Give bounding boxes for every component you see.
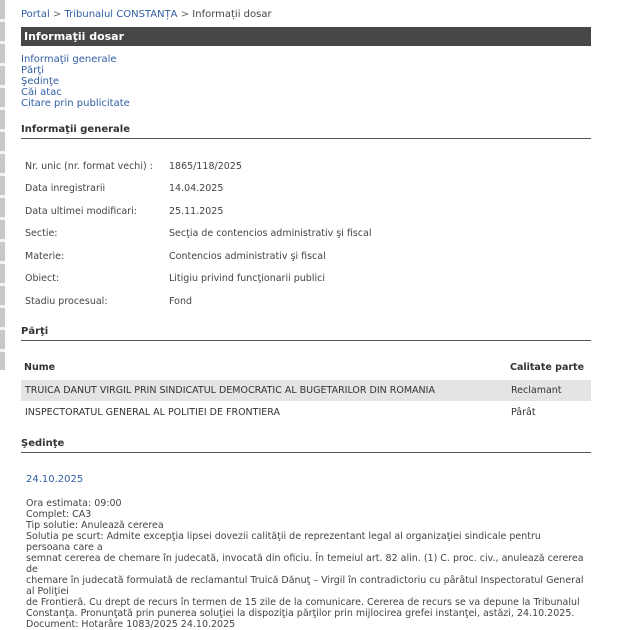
party-name: TRUICA DANUT VIRGIL PRIN SINDICATUL DEMOCRATIC AL BUGETARILOR DIN ROMANIA [25, 385, 435, 396]
info-label: Obiect: [25, 273, 60, 284]
left-decor-bar [0, 0, 5, 370]
link-citare-publicitate[interactable]: Citare prin publicitate [21, 98, 130, 109]
info-label: Nr. unic (nr. format vechi) : [25, 161, 153, 172]
info-value: 1865/118/2025 [169, 161, 242, 172]
info-value: Litigiu privind funcţionarii publici [169, 273, 325, 284]
party-name: INSPECTORATUL GENERAL AL POLITIEI DE FRONTIERA [25, 407, 280, 418]
section-links [21, 54, 130, 109]
breadcrumb-portal[interactable]: Portal [21, 9, 50, 20]
hearing-solution-line: Solutia pe scurt: Admite excepţia lipsei dovezii calităţii de reprezentant legal al organizaţiei sindicale pentru persoana care a [26, 531, 541, 553]
info-label: Data ultimei modificari: [25, 206, 137, 217]
hearing-panel: Complet: CA3 [26, 509, 92, 520]
party-role: Reclamant [511, 385, 562, 396]
breadcrumb [21, 9, 272, 20]
breadcrumb-sep: > [49, 9, 65, 20]
info-value: 25.11.2025 [169, 206, 224, 217]
info-label: Sectie: [25, 228, 58, 239]
hearing-solution-line: de Frontieră. Cu drept de recurs în termen de 15 zile de la comunicare. Cererea de recurs se va depune la Tribunalul [26, 597, 580, 608]
column-header-role: Calitate parte [510, 362, 585, 373]
link-parti[interactable]: Părţi [21, 65, 44, 76]
party-role: Pârât [511, 407, 536, 418]
page-title: Informaţii dosar [21, 27, 591, 46]
section-heading-parti: Părţi [21, 326, 591, 341]
hearing-solution-line: chemare în judecată formulată de reclamantul Truică Dănuţ – Virgil în contradictoriu cu pârâtul Inspectoratul General al Poliţiei [26, 575, 584, 597]
table-row [21, 402, 591, 423]
info-label: Data inregistrarii [25, 183, 106, 194]
hearing-solution-line: Constanţa. Pronunţată prin punerea soluţiei la dispoziţia părţilor prin mijlocirea grefei instanţei, astăzi, 24.10.2025. [26, 608, 575, 619]
section-heading-sedinte: Şedinţe [21, 438, 591, 453]
link-cai-atac[interactable]: Căi atac [21, 87, 62, 98]
column-header-name: Nume [24, 362, 56, 373]
breadcrumb-sep: > [177, 9, 193, 20]
info-value: Secţia de contencios administrativ şi fiscal [169, 228, 372, 239]
hearing-time: Ora estimata: 09:00 [26, 498, 122, 509]
info-label: Stadiu procesual: [25, 296, 108, 307]
hearing-date: 24.10.2025 [26, 474, 84, 485]
breadcrumb-current: Informații dosar [192, 9, 272, 20]
info-value: Contencios administrativ şi fiscal [169, 251, 326, 262]
table-row [21, 380, 591, 401]
info-value: 14.04.2025 [169, 183, 224, 194]
hearing-solution-type: Tip solutie: Anulează cererea [26, 520, 164, 531]
info-value: Fond [169, 296, 192, 307]
hearing-solution-line: semnat cererea de chemare în judecată, invocată din oficiu. În temeiul art. 82 alin. (1) C. proc. civ., anulează cererea de [26, 553, 584, 575]
breadcrumb-tribunal[interactable]: Tribunalul CONSTANȚA [64, 9, 178, 20]
hearing-details [26, 498, 586, 630]
parti-table-header [24, 362, 591, 373]
info-label: Materie: [25, 251, 65, 262]
link-sedinte[interactable]: Şedinţe [21, 76, 60, 87]
hearing-document: Document: Hotarâre 1083/2025 24.10.2025 [26, 619, 236, 630]
section-heading-general: Informaţii generale [21, 124, 591, 139]
link-informatii-generale[interactable]: Informaţii generale [21, 54, 117, 65]
